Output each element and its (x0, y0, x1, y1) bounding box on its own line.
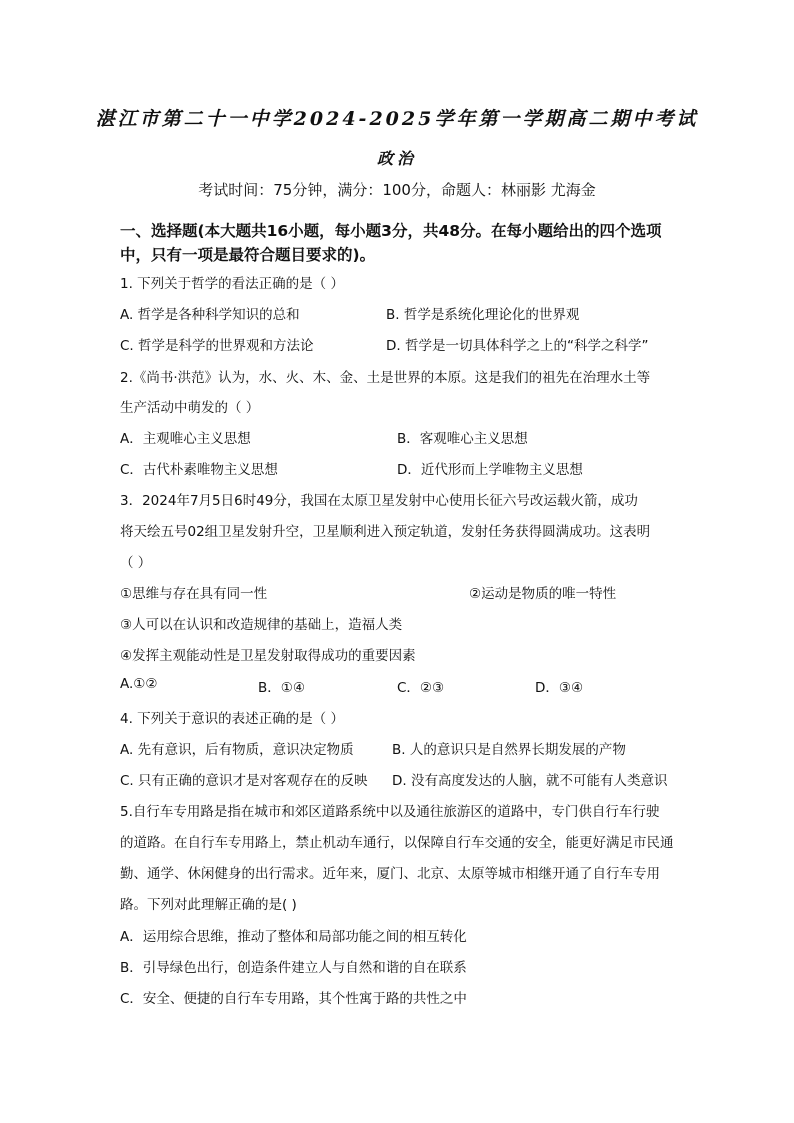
q5-option-a: A．运用综合思维，推动了整体和局部功能之间的相互转化 (120, 929, 467, 945)
section-heading: 一、选择题(本大题共16小题，每小题3分，共48分。在每小题给出的四个选项中，只有一项是最符合题目要求的)。 (120, 222, 662, 264)
q2-stem-line-1: 2.《尚书·洪范》认为，水、火、木、金、土是世界的本原。这是我们的祖先在治理水土等 (120, 370, 651, 386)
q1-stem: 1. 下列关于哲学的看法正确的是（ ） (120, 276, 344, 292)
q3-statement-4: ④发挥主观能动性是卫星发射取得成功的重要因素 (120, 648, 416, 664)
q3-option-a: A.①② (120, 676, 158, 692)
q3-option-c: C．②③ (397, 680, 445, 696)
q3-statement-3: ③人可以在认识和改造规律的基础上，造福人类 (120, 617, 403, 633)
q1-option-a: A. 哲学是各种科学知识的总和 (120, 307, 300, 323)
q4-option-c: C. 只有正确的意识才是对客观存在的反映 (120, 773, 368, 789)
q4-option-b: B. 人的意识只是自然界长期发展的产物 (392, 742, 626, 758)
q5-stem-line-4: 路。下列对此理解正确的是( ) (120, 897, 297, 913)
q2-stem-line-2: 生产活动中萌发的（ ） (120, 400, 260, 416)
q1-option-c: C. 哲学是科学的世界观和方法论 (120, 338, 314, 354)
q3-stem-line-3: （ ） (120, 555, 152, 571)
q3-option-d: D．③④ (535, 680, 584, 696)
q2-option-b: B．客观唯心主义思想 (397, 431, 528, 447)
q3-stem-line-2: 将天绘五号02组卫星发射升空，卫星顺利进入预定轨道，发射任务获得圆满成功。这表明 (120, 524, 651, 540)
q2-option-c: C．古代朴素唯物主义思想 (120, 462, 278, 478)
exam-meta: 考试时间：75分钟，满分：100分，命题人：林丽影 尤海金 (198, 181, 596, 199)
q3-statement-1: ①思维与存在具有同一性 (120, 586, 268, 602)
q3-statement-2: ②运动是物质的唯一特性 (469, 586, 617, 602)
q4-stem: 4. 下列关于意识的表述正确的是（ ） (120, 711, 344, 727)
q1-option-b: B. 哲学是系统化理论化的世界观 (386, 307, 580, 323)
q5-stem-line-2: 的道路。在自行车专用路上，禁止机动车通行，以保障自行车交通的安全，能更好满足市民通 (120, 835, 674, 851)
q5-option-b: B．引导绿色出行，创造条件建立人与自然和谐的自在联系 (120, 960, 467, 976)
q3-stem-line-1: 3．2024年7月5日6时49分，我国在太原卫星发射中心使用长征六号改运载火箭，成功 (120, 493, 638, 509)
q1-option-d: D. 哲学是一切具体科学之上的“科学之科学” (386, 338, 649, 354)
q4-option-a: A. 先有意识，后有物质，意识决定物质 (120, 742, 354, 758)
q5-stem-line-1: 5.自行车专用路是指在城市和郊区道路系统中以及通往旅游区的道路中，专门供自行车行驶 (120, 804, 660, 820)
q4-option-d: D. 没有高度发达的人脑，就不可能有人类意识 (392, 773, 668, 789)
subject-title: 政治 (376, 149, 417, 168)
exam-title: 湛江市第二十一中学2024-2025学年第一学期高二期中考试 (95, 108, 699, 130)
q5-option-c: C．安全、便捷的自行车专用路，其个性寓于路的共性之中 (120, 991, 467, 1007)
q5-stem-line-3: 勤、通学、休闲健身的出行需求。近年来，厦门、北京、太原等城市相继开通了自行车专用 (120, 866, 660, 882)
q2-option-a: A．主观唯心主义思想 (120, 431, 251, 447)
q2-option-d: D．近代形而上学唯物主义思想 (397, 462, 583, 478)
q3-option-b: B．①④ (258, 680, 305, 696)
